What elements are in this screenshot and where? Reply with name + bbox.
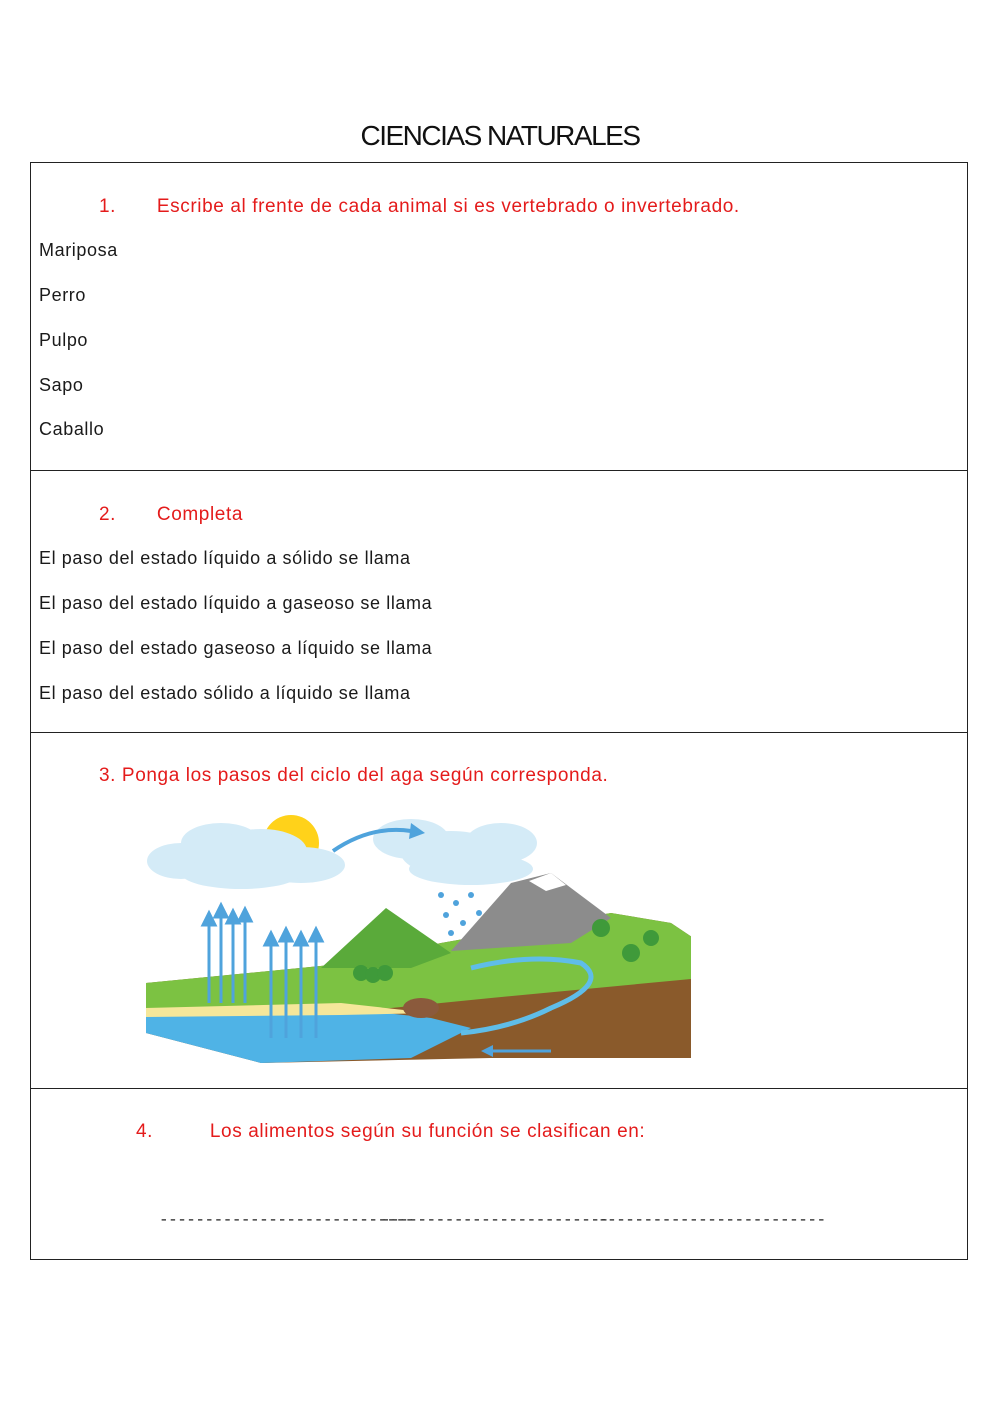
completion-line: El paso del estado sólido a líquido se llama: [39, 683, 411, 703]
question-4-text: Los alimentos según su función se clasifican en:: [209, 1121, 646, 1142]
question-2-text: Completa: [156, 504, 244, 525]
answer-blank[interactable]: ----------------------------: [159, 1211, 414, 1229]
section-2: [31, 471, 967, 733]
completion-line: El paso del estado gaseoso a líquido se llama: [39, 638, 433, 658]
question-1: [99, 196, 740, 218]
question-1-text: Escribe al frente de cada animal si es vertebrado o invertebrado.: [156, 196, 740, 217]
rocks: [403, 998, 439, 1018]
animal-item: Caballo: [39, 419, 105, 439]
section-3: [31, 733, 967, 1089]
animal-item: Perro: [39, 285, 87, 305]
question-4-number: 4.: [136, 1121, 154, 1142]
question-2: [99, 504, 243, 526]
question-1-number: 1.: [99, 196, 117, 217]
animal-item: Pulpo: [39, 330, 89, 350]
question-4: [136, 1121, 645, 1143]
section-1: [31, 163, 967, 471]
question-2-number: 2.: [99, 504, 117, 525]
green-mountain: [321, 908, 451, 968]
water-cycle-illustration: [111, 803, 691, 1063]
answer-blank[interactable]: -------------------------: [598, 1211, 826, 1229]
question-3-text: 3. Ponga los pasos del ciclo del aga según corresponda.: [99, 765, 609, 786]
animal-item: Sapo: [39, 375, 84, 395]
answer-blank[interactable]: -------------------------: [381, 1211, 609, 1229]
page-title: CIENCIAS NATURALES: [360, 120, 640, 151]
completion-line: El paso del estado líquido a gaseoso se llama: [39, 593, 433, 613]
worksheet-frame: [30, 162, 968, 1260]
section-4: [31, 1089, 967, 1259]
completion-line: El paso del estado líquido a sólido se llama: [39, 548, 411, 568]
animal-item: Mariposa: [39, 240, 118, 260]
